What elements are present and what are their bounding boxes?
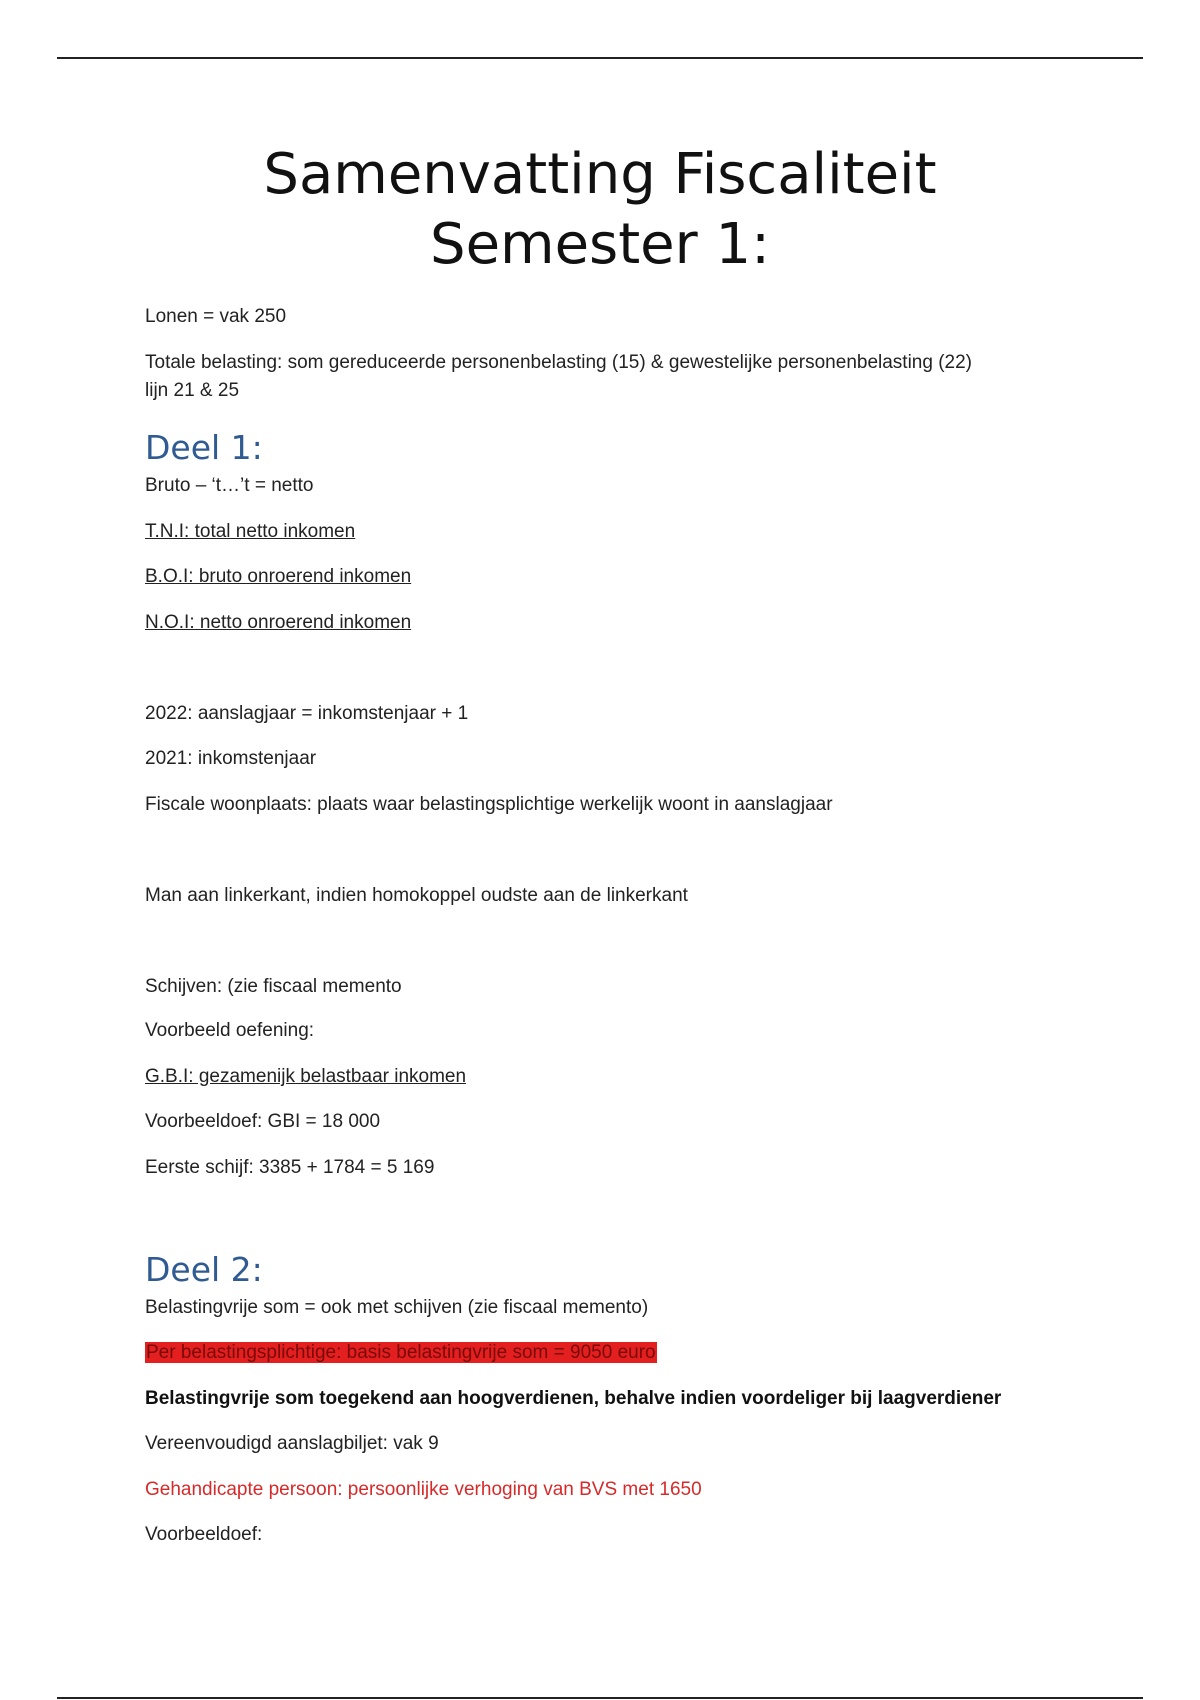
voorbeeld-oefening-line: Voorbeeld oefening: <box>145 1020 315 1041</box>
inkomstenjaar-line: 2021: inkomstenjaar <box>145 748 317 769</box>
gehandicapte-line: Gehandicapte persoon: persoonlijke verhoging van BVS met 1650 <box>145 1479 702 1500</box>
bruto-line: Bruto – ‘t…’t = netto <box>145 475 314 496</box>
tni-line: T.N.I: total netto inkomen <box>145 521 356 542</box>
bvs-line: Belastingvrije som = ook met schijven (zie fiscaal memento) <box>145 1297 649 1318</box>
boi-line: B.O.I: bruto onroerend inkomen <box>145 566 412 587</box>
voorbeeldoef-gbi-line: Voorbeeldoef: GBI = 18 000 <box>145 1111 381 1132</box>
aanslagjaar-line: 2022: aanslagjaar = inkomstenjaar + 1 <box>145 703 469 724</box>
top-rule <box>57 57 1143 59</box>
vereenvoudigd-line: Vereenvoudigd aanslagbiljet: vak 9 <box>145 1433 439 1454</box>
document-title <box>0 140 1200 280</box>
voorbeeldoef-line: Voorbeeldoef: <box>145 1524 263 1545</box>
toegekend-line: Belastingvrije som toegekend aan hoogverdienen, behalve indien voordeliger bij laagverdiener <box>145 1388 1002 1409</box>
lijn-line: lijn 21 & 25 <box>145 380 240 401</box>
eerste-schijf-line: Eerste schijf: 3385 + 1784 = 5 169 <box>145 1157 435 1178</box>
gbi-line: G.B.I: gezamenijk belastbaar inkomen <box>145 1066 467 1087</box>
lonen-line: Lonen = vak 250 <box>145 306 287 327</box>
title-line-2: Semester 1: <box>430 212 770 277</box>
title-line-1: Samenvatting Fiscaliteit <box>263 142 937 207</box>
basis-bvs-line <box>145 1339 657 1366</box>
schijven-line: Schijven: (zie fiscaal memento <box>145 976 402 997</box>
bottom-rule <box>57 1697 1143 1699</box>
deel2-heading: Deel 2: <box>145 1250 263 1289</box>
highlighted-text: Per belastingsplichtige: basis belastingvrije som = 9050 euro <box>146 1342 656 1363</box>
totale-belasting-line: Totale belasting: som gereduceerde personenbelasting (15) & gewestelijke personenbelasting (22) <box>145 352 973 373</box>
man-line: Man aan linkerkant, indien homokoppel oudste aan de linkerkant <box>145 885 688 906</box>
noi-line: N.O.I: netto onroerend inkomen <box>145 612 412 633</box>
deel1-heading: Deel 1: <box>145 428 263 467</box>
woonplaats-line: Fiscale woonplaats: plaats waar belastingsplichtige werkelijk woont in aanslagjaar <box>145 794 833 815</box>
